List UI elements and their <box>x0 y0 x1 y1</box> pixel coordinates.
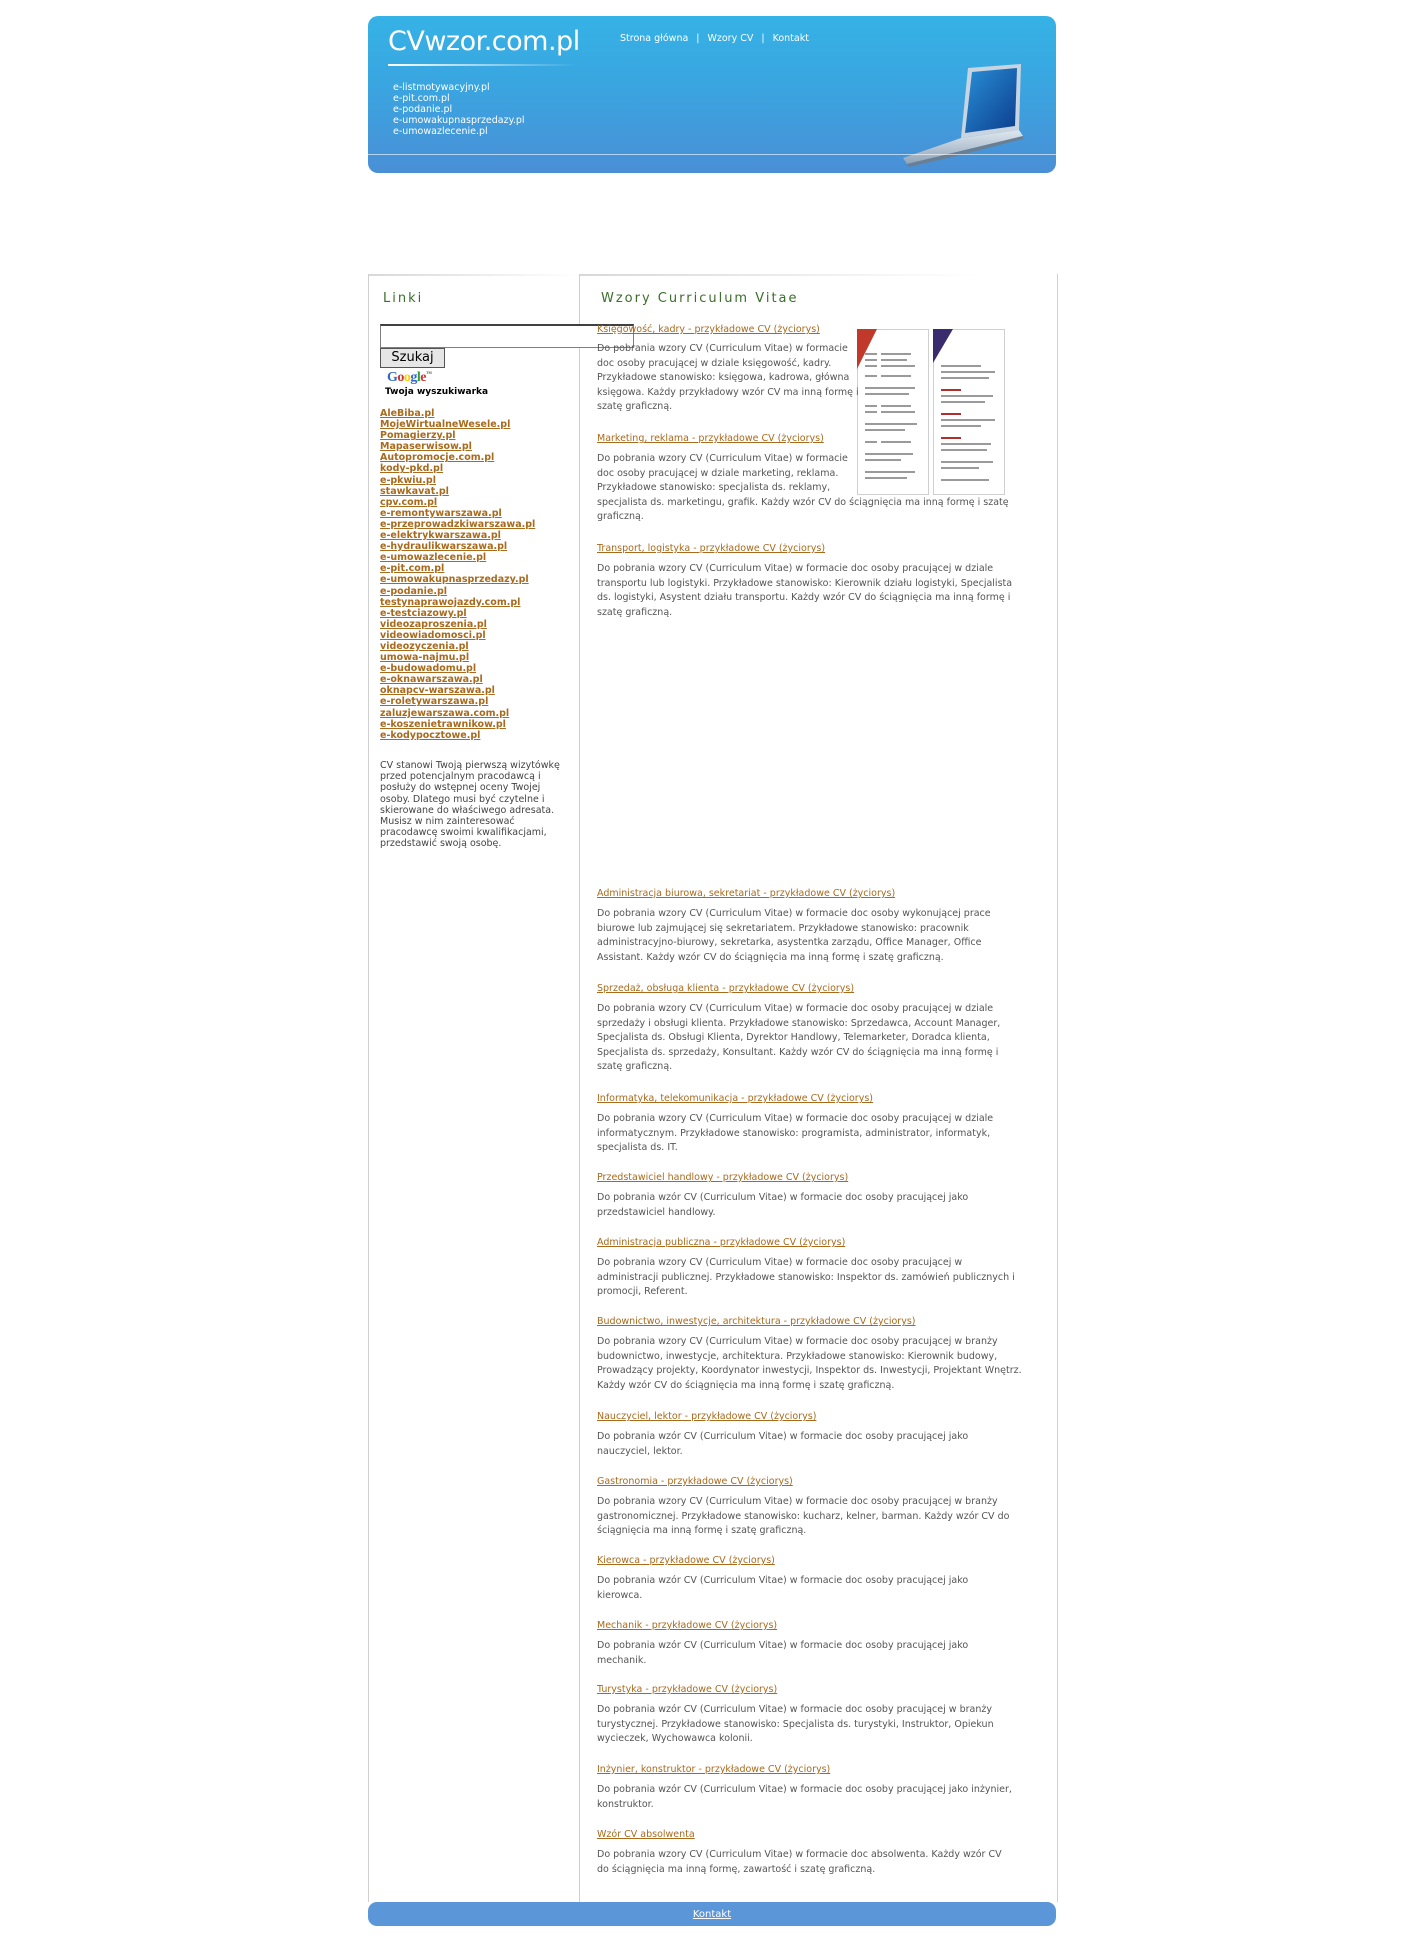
sidebar-link[interactable]: e-hydraulikwarszawa.pl <box>380 541 508 553</box>
cv-category-link[interactable]: Transport, logistyka - przykładowe CV (życiorys) <box>597 543 826 554</box>
cv-category-description: Do pobrania wzory CV (Curriculum Vitae) w formacie doc osoby pracującej w dziale marketing, reklama. Przykładowe stanowisko: specjalista ds. reklamy, specjalista ds. marketingu, grafik. Każdy wzór CV do ściągnięcia ma inną formę i szatę graficzną. <box>597 453 1009 523</box>
site-logo[interactable]: CVwzor.com.pl <box>388 26 580 57</box>
cv-category-link[interactable]: Przedstawiciel handlowy - przykładowe CV (życiorys) <box>597 1172 849 1183</box>
cv-category-link[interactable]: Kierowca - przykładowe CV (życiorys) <box>597 1555 775 1566</box>
main-content <box>580 274 1057 1902</box>
sidebar-link[interactable]: e-roletywarszawa.pl <box>380 696 489 708</box>
partner-site[interactable]: e-umowazlecenie.pl <box>393 126 488 137</box>
cv-category-description: Do pobrania wzór CV (Curriculum Vitae) w formacie doc osoby pracującej w branży turystycznej. Przykładowe stanowisko: Specjalista ds. turystyki, Instruktor, Opiekun wycieczek, Wychowawca kolonii. <box>597 1704 994 1745</box>
header <box>368 16 1056 173</box>
laptop-illustration <box>873 62 1053 172</box>
sidebar-link[interactable]: zaluzjewarszawa.com.pl <box>380 707 510 719</box>
content-top-border <box>580 274 980 276</box>
partner-sites <box>393 82 525 137</box>
sidebar-link[interactable]: e-oknawarszawa.pl <box>380 674 483 686</box>
cv-category-description: Do pobrania wzór CV (Curriculum Vitae) w formacie doc osoby pracującej jako mechanik. <box>597 1640 969 1666</box>
sidebar-link[interactable]: e-koszenietrawnikow.pl <box>380 718 506 730</box>
cv-category-description: Do pobrania wzór CV (Curriculum Vitae) w formacie doc osoby pracującej jako kierowca. <box>597 1575 969 1601</box>
footer <box>368 1902 1056 1926</box>
footer-contact-link[interactable]: Kontakt <box>692 1909 732 1920</box>
cv-category-link[interactable]: Gastronomia - przykładowe CV (życiorys) <box>597 1476 793 1487</box>
sidebar-link[interactable]: videozyczenia.pl <box>380 640 469 652</box>
page-title: Wzory Curriculum Vitae <box>601 291 799 306</box>
partner-site[interactable]: e-listmotywacyjny.pl <box>393 82 490 93</box>
sidebar-link[interactable]: e-umowakupnasprzedazy.pl <box>380 574 529 586</box>
sidebar-top-border <box>369 274 579 276</box>
sidebar-link[interactable]: e-remontywarszawa.pl <box>380 507 502 519</box>
cv-category-link[interactable]: Wzór CV absolwenta <box>597 1829 695 1840</box>
search-button[interactable]: Szukaj <box>380 348 445 368</box>
sidebar-link[interactable]: e-pkwiu.pl <box>380 474 436 486</box>
sidebar-link[interactable]: e-elektrykwarszawa.pl <box>380 530 501 542</box>
cv-category-link[interactable]: Budownictwo, inwestycje, architektura - przykładowe CV (życiorys) <box>597 1316 916 1327</box>
sidebar-title: Linki <box>383 291 424 306</box>
cv-category-description: Do pobrania wzory CV (Curriculum Vitae) w formacie doc osoby pracującej w dziale transportu lub logistyki. Przykładowe stanowisko: Kierownik działu logistyki, Specjalista ds. logistyki, Asystent działu transportu. Każdy wzór CV do ściągnięcia ma inną formę i szatę graficzną. <box>597 563 1013 618</box>
cv-category-description: Do pobrania wzór CV (Curriculum Vitae) w formacie doc osoby pracującej jako nauczyciel, lektor. <box>597 1431 969 1457</box>
cv-category-link[interactable]: Księgowość, kadry - przykładowe CV (życiorys) <box>597 324 820 335</box>
cv-category-description: Do pobrania wzory CV (Curriculum Vitae) w formacie doc osoby pracującej w branży gastronomicznej. Przykładowe stanowisko: kucharz, kelner, barman. Każdy wzór CV do ściągnięcia ma inną formę i szatę graficzną. <box>597 1496 1010 1537</box>
sidebar-link[interactable]: videozaproszenia.pl <box>380 618 487 630</box>
sidebar-links <box>380 408 535 741</box>
cv-category-description: Do pobrania wzory CV (Curriculum Vitae) w formacie doc osoby pracującej w branży budownictwo, inwestycje, architektura. Przykładowe stanowisko: Kierownik budowy, Prowadzący projekty, Koordynator inwestycji, Inspektor ds. Inwestycji, Projektant Wnętrz. Każdy wzór CV do ściągnięcia ma inną formę i szatę graficzną. <box>597 1336 1022 1391</box>
sidebar-link[interactable]: e-przeprowadzkiwarszawa.pl <box>380 518 536 530</box>
cv-category-link[interactable]: Administracja biurowa, sekretariat - przykładowe CV (życiorys) <box>597 888 896 899</box>
page-body <box>368 274 1058 1902</box>
google-logo: Google™ <box>387 370 432 385</box>
sidebar-link[interactable]: e-umowazlecenie.pl <box>380 552 487 564</box>
sidebar-link[interactable]: e-testciazowy.pl <box>380 607 467 619</box>
cv-category-description: Do pobrania wzory CV (Curriculum Vitae) w formacie doc absolwenta. Każdy wzór CV do ściągnięcia ma inną formę, zawartość i szatę graficzną. <box>597 1849 1002 1875</box>
cv-category-link[interactable]: Turystyka - przykładowe CV (życiorys) <box>597 1684 778 1695</box>
sidebar-link[interactable]: oknapcv-warszawa.pl <box>380 685 495 697</box>
cv-category-description: Do pobrania wzór CV (Curriculum Vitae) w formacie doc osoby pracującej jako inżynier, konstruktor. <box>597 1784 1012 1810</box>
sidebar-link[interactable]: Pomagierzy.pl <box>380 430 456 442</box>
cv-category-description: Do pobrania wzory CV (Curriculum Vitae) w formacie doc osoby wykonującej prace biurowe lub zajmującej się sekretariatem. Przykładowe stanowisko: pracownik administracyjno-biurowy, sekretarka, asystentka zarządu, Office Manager, Office Assistant. Każdy wzór CV do ściągnięcia ma inną formę i szatę graficzną. <box>597 908 991 963</box>
sidebar-link[interactable]: AleBiba.pl <box>380 408 435 419</box>
nav-separator: | <box>761 33 765 44</box>
sidebar-about-text: CV stanowi Twoją pierwszą wizytówkę przed potencjalnym pracodawcą i posłuży do wstępnej oceny Twojej osoby. Dlatego musi być czytelne i skierowane do właściwego adresata. Musisz w nim zainteresować pracodawcę swoimi kwalifikacjami, przedstawić swoją osobę. <box>380 760 560 850</box>
nav-home-link[interactable]: Strona główna <box>620 33 689 44</box>
partner-site[interactable]: e-podanie.pl <box>393 104 453 115</box>
sidebar-link[interactable]: Mapaserwisow.pl <box>380 441 472 453</box>
sidebar-link[interactable]: videowiadomosci.pl <box>380 629 486 641</box>
cv-category-link[interactable]: Marketing, reklama - przykładowe CV (życiorys) <box>597 433 824 444</box>
sidebar-link[interactable]: cpv.com.pl <box>380 496 438 508</box>
cv-category-description: Do pobrania wzory CV (Curriculum Vitae) w formacie doc osoby pracującej w administracji publicznej. Przykładowe stanowisko: Inspektor ds. zamówień publicznych i promocji, Referent. <box>597 1257 1015 1298</box>
cv-category-link[interactable]: Sprzedaż, obsługa klienta - przykładowe CV (życiorys) <box>597 983 855 994</box>
partner-site[interactable]: e-pit.com.pl <box>393 93 450 104</box>
top-nav <box>620 33 809 44</box>
cv-category-link[interactable]: Mechanik - przykładowe CV (życiorys) <box>597 1620 778 1631</box>
sidebar-link[interactable]: stawkavat.pl <box>380 485 449 497</box>
cv-category-link[interactable]: Inżynier, konstruktor - przykładowe CV (życiorys) <box>597 1764 831 1775</box>
cv-category-description: Do pobrania wzory CV (Curriculum Vitae) w formacie doc osoby pracującej w dziale księgowość, kadry. Przykładowe stanowisko: księgowa, kadrowa, główna księgowa. Każdy przykładowy wzór CV ma inną formę i szatę graficzną. <box>597 343 859 413</box>
header-divider <box>368 154 1056 155</box>
sidebar-link[interactable]: e-budowadomu.pl <box>380 663 477 675</box>
nav-separator: | <box>696 33 700 44</box>
cv-category-description: Do pobrania wzory CV (Curriculum Vitae) w formacie doc osoby pracującej w dziale informatycznym. Przykładowe stanowisko: programista, administrator, informatyk, specjalista ds. IT. <box>597 1113 994 1154</box>
sidebar-link[interactable]: e-pit.com.pl <box>380 563 445 575</box>
sidebar-link[interactable]: kody-pkd.pl <box>380 463 444 475</box>
sidebar-link[interactable]: e-podanie.pl <box>380 585 448 597</box>
logo-underline <box>388 64 578 66</box>
cv-category-link[interactable]: Administracja publiczna - przykładowe CV (życiorys) <box>597 1237 846 1248</box>
sidebar <box>369 274 580 1902</box>
nav-contact-link[interactable]: Kontakt <box>772 33 809 44</box>
cv-category-description: Do pobrania wzór CV (Curriculum Vitae) w formacie doc osoby pracującej jako przedstawiciel handlowy. <box>597 1192 969 1218</box>
sidebar-link[interactable]: MojeWirtualneWesele.pl <box>380 419 511 431</box>
partner-site[interactable]: e-umowakupnasprzedazy.pl <box>393 115 525 126</box>
sidebar-link[interactable]: umowa-najmu.pl <box>380 652 470 664</box>
cv-category-link[interactable]: Informatyka, telekomunikacja - przykładowe CV (życiorys) <box>597 1093 873 1104</box>
sidebar-link[interactable]: Autopromocje.com.pl <box>380 452 495 464</box>
sidebar-link[interactable]: e-kodypocztowe.pl <box>380 729 481 741</box>
cv-category-link[interactable]: Nauczyciel, lektor - przykładowe CV (życiorys) <box>597 1411 817 1422</box>
sidebar-link[interactable]: testynaprawojazdy.com.pl <box>380 596 521 608</box>
nav-cv-templates-link[interactable]: Wzory CV <box>707 33 754 44</box>
search-caption: Twoja wyszukiwarka <box>385 387 489 397</box>
cv-category-description: Do pobrania wzory CV (Curriculum Vitae) w formacie doc osoby pracującej w dziale sprzedaży i obsługi klienta. Przykładowe stanowisko: Sprzedawca, Account Manager, Specjalista ds. Obsługi Klienta, Dyrektor Handlowy, Telemarketer, Doradca klienta, Specjalista ds. sprzedaży, Konsultant. Każdy wzór CV do ściągnięcia ma inną formę i szatę graficzną. <box>597 1003 1001 1073</box>
